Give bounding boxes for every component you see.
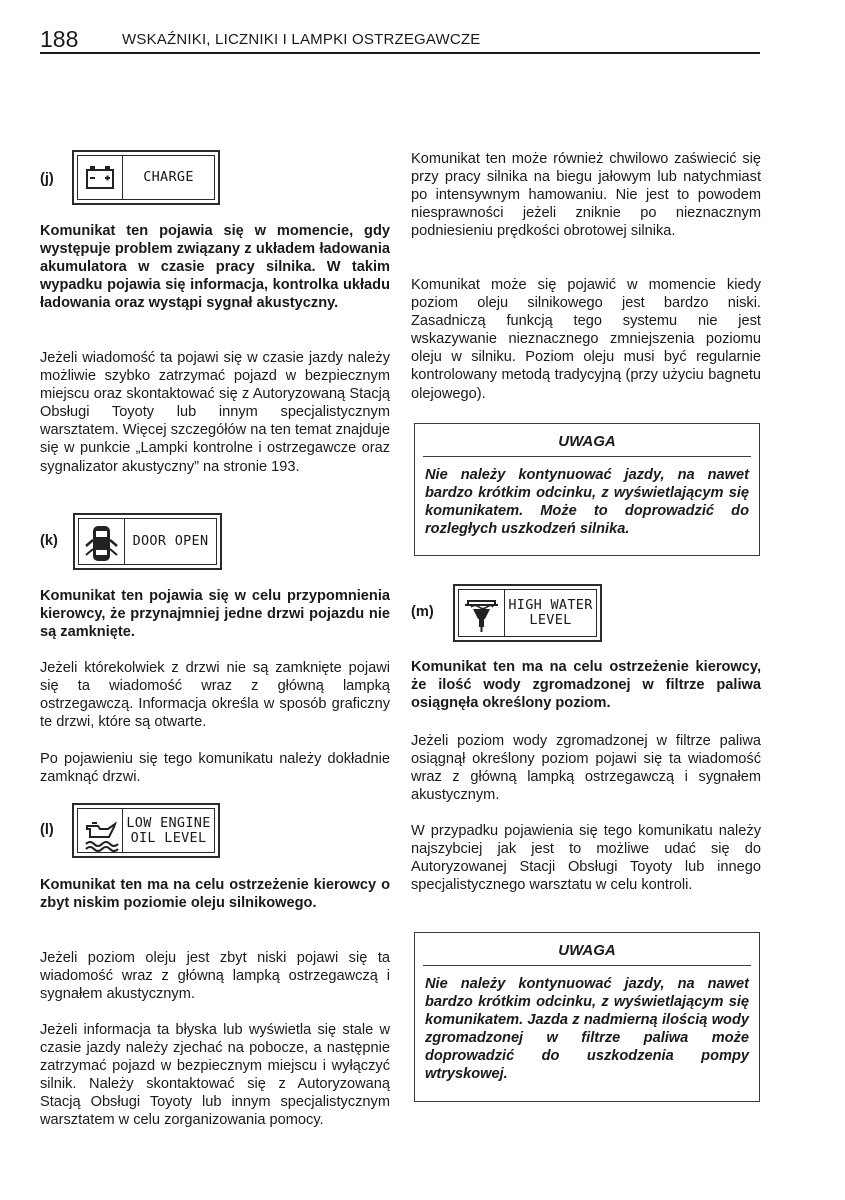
- page-header: [40, 26, 760, 54]
- warning-divider-1: [423, 456, 751, 457]
- display-text-charge: CHARGE: [143, 169, 194, 185]
- paragraph-l-1: Jeżeli poziom oleju jest zbyt niski pojawi się ta wiadomość wraz z główną lampką ostrzegawczą i sygnałem akustycznym.: [40, 950, 390, 1003]
- page-title: WSKAŹNIKI, LICZNIKI I LAMPKI OSTRZEGAWCZE: [122, 31, 481, 48]
- display-text-high-water-level: HIGH WATER LEVEL: [508, 597, 593, 628]
- warning-box-1: [414, 423, 760, 556]
- item-label-l: (l): [40, 822, 54, 838]
- warning-text-1: Nie należy kontynuować jazdy, na nawet bardzo krótkim odcinku, z wyświetlającym się komunikatem. Może to doprowadzić do rozległych uszkodzeń silnika.: [425, 467, 749, 538]
- warning-title-2: UWAGA: [558, 942, 616, 959]
- fuel-filter-water-icon: [459, 590, 505, 636]
- display-text-door-open: DOOR OPEN: [132, 533, 209, 549]
- paragraph-l-bold: Komunikat ten ma na celu ostrzeżenie kierowcy o zbyt niskim poziomie oleju silnikowego.: [40, 877, 390, 912]
- warning-box-2: [414, 932, 760, 1102]
- display-door-open: [73, 513, 222, 570]
- paragraph-l-2: Jeżeli informacja ta błyska lub wyświetla się stale w czasie jazdy należy zjechać na pobocze, a następnie zatrzymać pojazd w bezpiecznym miejscu i wyłączyć silnik. Należy skontaktować się z Autoryzowaną Stacją Obsługi Toyoty lub innym specjalistycznym warsztatem w celu zorganizowania pomocy.: [40, 1022, 390, 1129]
- item-label-k: (k): [40, 533, 58, 549]
- paragraph-right-2: Komunikat może się pojawić w momencie kiedy poziom oleju silnikowego jest bardzo niski. Zasadniczą funkcją tego systemu nie jest wskazywanie nieznacznego zmniejszenia poziomu oleju w silniku. Poziom oleju musi być regularnie kontrolowany metodą tradycyjną (przy użyciu bagnetu olejowego).: [411, 277, 761, 402]
- paragraph-m-1: Jeżeli poziom wody zgromadzonej w filtrze paliwa osiągnął określony poziom pojawi się ta wiadomość wraz z główną lampką ostrzegawczą i sygnałem akustycznym.: [411, 733, 761, 804]
- paragraph-k-bold: Komunikat ten pojawia się w celu przypomnienia kierowcy, że przynajmniej jedne drzwi pojazdu nie są zamknięte.: [40, 588, 390, 641]
- display-high-water-level: [453, 584, 602, 642]
- paragraph-m-bold: Komunikat ten ma na celu ostrzeżenie kierowcy, że ilość wody zgromadzonej w filtrze paliwa osiągnęła określony poziom.: [411, 659, 761, 712]
- display-charge: [72, 150, 220, 205]
- warning-divider-2: [423, 965, 751, 966]
- warning-text-2: Nie należy kontynuować jazdy, na nawet bardzo krótkim odcinku, z wyświetlającym się komunikatem. Jazda z nadmierną ilością wody zgromadzonej w filtrze paliwa może doprowadzić do uszkodzenia pompy wtryskowej.: [425, 976, 749, 1083]
- display-low-engine-oil: [72, 803, 220, 858]
- paragraph-j-1: Jeżeli wiadomość ta pojawi się w czasie jazdy należy możliwie szybko zatrzymać pojazd w bezpiecznym miejscu oraz skontaktować się z Autoryzowaną Stacją Obsługi Toyoty lub innym specjalistycznym warsztatem. Więcej szczegółów na ten temat znajduje się w punkcie „Lampki kontrolne i ostrzegawcze oraz sygnalizator akustyczny” na stronie 193.: [40, 350, 390, 475]
- paragraph-k-2: Po pojawieniu się tego komunikatu należy dokładnie zamknąć drzwi.: [40, 751, 390, 786]
- paragraph-m-2: W przypadku pojawienia się tego komunikatu należy najszybciej jak jest to możliwe udać się do Autoryzowanej Stacji Obsługi Toyoty lub innego specjalistycznego warsztatu w celu kontroli.: [411, 823, 761, 894]
- paragraph-k-1: Jeżeli którekolwiek z drzwi nie są zamknięte pojawi się ta wiadomość wraz z główną lampką ostrzegawczą. Informacja określa w sposób graficzny te drzwi, które są otwarte.: [40, 660, 390, 731]
- paragraph-j-bold: Komunikat ten pojawia się w momencie, gdy występuje problem związany z układem ładowania akumulatora w czasie pracy silnika. W takim wypadku pojawia się informacja, kontrolka układu ładowania oraz wystąpi sygnał akustyczny.: [40, 223, 390, 312]
- item-label-m: (m): [411, 604, 434, 620]
- car-door-open-icon: [79, 519, 125, 564]
- warning-title-1: UWAGA: [558, 433, 616, 450]
- paragraph-right-1: Komunikat ten może również chwilowo zaświecić się przy pracy silnika na biegu jałowym lub natychmiast po intensywnym hamowaniu. Nie jest to powodem niesprawności jeżeli zniknie po nieznacznym podniesieniu prędkości obrotowej silnika.: [411, 151, 761, 240]
- item-label-j: (j): [40, 171, 54, 187]
- page-number: 188: [40, 26, 79, 52]
- display-text-low-engine-oil: LOW ENGINE OIL LEVEL: [126, 814, 211, 846]
- battery-icon: [78, 156, 123, 199]
- oil-can-icon: [78, 809, 123, 852]
